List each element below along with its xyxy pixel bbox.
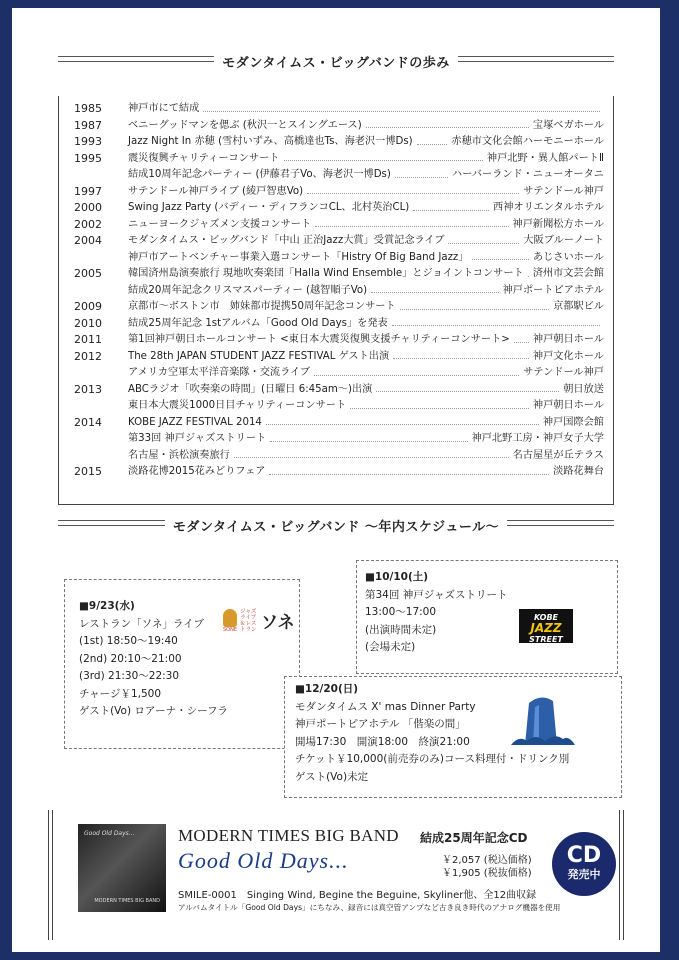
- history-frame-bottom: [58, 504, 614, 505]
- history-row: [74, 415, 604, 432]
- sone-logo-icon: [223, 609, 237, 627]
- history-row: [74, 184, 604, 201]
- sone-logo: [223, 608, 295, 633]
- history-event: 東日本大震災1000日目チャリティーコンサート: [128, 400, 347, 411]
- history-row: [74, 365, 604, 382]
- history-event: ニューヨークジャズメン支援コンサート: [128, 218, 312, 230]
- leader-dots: [393, 358, 529, 359]
- history-venue: 神戸朝日ホール: [532, 334, 604, 345]
- history-row: [74, 332, 604, 349]
- history-event: Jazz Night In 赤穂 (雪村いずみ、高橋達也Ts、海老沢一博Ds): [128, 136, 413, 147]
- leader-dots: [269, 474, 549, 475]
- history-row: [74, 283, 604, 300]
- kobe-jazz-street-logo: [519, 609, 573, 643]
- history-entry: [128, 233, 604, 250]
- history-venue: 朝日放送: [563, 383, 604, 395]
- badge-sale: 発売中: [567, 868, 601, 881]
- history-entry: [128, 299, 604, 316]
- history-year: 2004: [74, 234, 102, 247]
- history-venue: 神戸文化ホール: [532, 350, 604, 362]
- dec-line: モダンタイムス X' mas Dinner Party: [295, 700, 476, 713]
- history-event: 名古屋・浜松演奏旅行: [128, 449, 230, 461]
- history-entry: [128, 283, 604, 300]
- history-year: 2012: [74, 349, 102, 363]
- history-venue: 京都駅ビル: [553, 301, 604, 312]
- history-row: [74, 250, 604, 267]
- oct-line: (会場未定): [365, 641, 416, 653]
- leader-dots: [395, 177, 448, 178]
- history-entry: [128, 349, 604, 366]
- schedule-oct-box: [356, 560, 618, 674]
- history-entry: [128, 151, 604, 168]
- history-entry: [128, 200, 604, 217]
- history-entry: [128, 382, 604, 399]
- cd-price-notax: ￥1,905 (税抜価格): [442, 868, 532, 879]
- history-venue: 宝塚ベガホール: [532, 119, 604, 131]
- history-entry: [128, 134, 604, 151]
- leader-dots: [392, 325, 600, 326]
- leader-dots: [376, 391, 559, 392]
- sone-logo-text: ソネ: [261, 613, 295, 633]
- history-venue: 赤穂市文化会館ハーモニーホール: [451, 136, 604, 147]
- history-row: [74, 349, 604, 366]
- schedule-sept-box: [64, 579, 300, 749]
- leader-dots: [266, 424, 539, 425]
- history-entry: [128, 184, 604, 201]
- flyer-sheet: [12, 8, 660, 952]
- leader-dots: [307, 193, 519, 194]
- history-row: [74, 233, 604, 250]
- history-venue: 神戸北野・異人館パートⅡ: [486, 152, 604, 164]
- history-event: アメリカ空軍太平洋音楽隊・交流ライブ: [128, 367, 311, 378]
- cd-anniversary: 結成25周年記念CD: [420, 831, 528, 845]
- history-frame-left: [58, 96, 59, 504]
- history-row: [74, 134, 604, 151]
- history-entry: [128, 398, 604, 415]
- history-venue: 大阪ブルーノート: [523, 235, 604, 246]
- history-year: 2014: [74, 415, 102, 429]
- sept-line: (1st) 18:50～19:40: [79, 635, 178, 647]
- oct-line: (出演時間未定): [365, 623, 437, 636]
- cd-section: [48, 810, 628, 918]
- history-event: 京都市～ボストン市 姉妹都市提携50周年記念コンサート: [128, 301, 396, 312]
- history-entry: [128, 101, 604, 118]
- history-row: [74, 398, 604, 415]
- kjs-logo-mid: JAZZ: [530, 621, 562, 635]
- history-event: 神戸市にて結成: [128, 103, 200, 114]
- leader-dots: [514, 342, 529, 343]
- history-year: 1997: [74, 184, 102, 198]
- history-event: 第33回 神戸ジャズストリート: [128, 433, 267, 444]
- leader-dots: [350, 408, 529, 409]
- oct-line: 13:00～17:00: [365, 606, 437, 618]
- history-entry: [128, 332, 604, 349]
- history-event: ベニーグッドマンを偲ぶ (秋沢一とスイングエース): [128, 119, 362, 131]
- cd-price-tax: ￥2,057 (税込価格): [442, 855, 532, 866]
- sept-line: ゲスト(Vo) ロアーナ・シーフラ: [79, 705, 229, 717]
- history-event: 結成10周年記念パーティー (伊藤君子Vo、海老沢一博Ds): [128, 169, 391, 180]
- history-row: [74, 118, 604, 135]
- oct-line: 第34回 神戸ジャズストリート: [365, 588, 508, 601]
- history-venue: ハーバーランド・ニューオータニ: [451, 169, 604, 180]
- leader-dots: [448, 243, 519, 244]
- history-event: 神戸市アートベンチャー事業入選コンサート「Histry Of Big Band Jazz」: [128, 251, 469, 263]
- leader-dots: [413, 210, 489, 211]
- leader-dots: [528, 276, 529, 277]
- history-venue: 神戸北野工房・神戸女子大学: [471, 433, 604, 444]
- history-event: ABCラジオ「吹奏楽の時間」(日曜日 6:45am～)出演: [128, 383, 373, 395]
- history-venue: 神戸国際会館: [542, 416, 604, 428]
- schedule-dec-box: [284, 676, 622, 798]
- history-year: 2005: [74, 267, 102, 280]
- sept-date: ■9/23(水): [79, 600, 135, 612]
- history-event: 韓国済州島演奏旅行 現地吹奏楽団「Halla Wind Ensemble」とジョイントコンサート: [128, 268, 524, 279]
- history-event: 結成20周年記念クリスマスパーティー (越智順子Vo): [128, 284, 368, 296]
- history-year: 1985: [74, 102, 102, 115]
- leader-dots: [400, 309, 549, 310]
- history-entry: [128, 266, 604, 283]
- history-entry: [128, 217, 604, 234]
- cd-cover-image: [78, 824, 166, 912]
- history-row: [74, 316, 604, 333]
- dec-line: 神戸ポートピアホテル 「偕楽の間」: [295, 718, 466, 730]
- history-title: モダンタイムス・ビッグバンドの歩み: [12, 52, 660, 71]
- history-row: [74, 217, 604, 234]
- dec-line: ゲスト(Vo)未定: [295, 770, 369, 783]
- history-year: 1993: [74, 135, 102, 148]
- history-entry: [128, 365, 604, 382]
- sone-logo-sub: SONE: [223, 626, 238, 633]
- sept-line: チャージ￥1,500: [79, 687, 162, 700]
- history-event: 淡路花博2015花みどりフェア: [128, 466, 266, 477]
- history-event: Swing Jazz Party (バディー・ディフランコCL、北村英治CL): [128, 202, 410, 213]
- history-row: [74, 431, 604, 448]
- kjs-logo-top: KOBE: [533, 613, 559, 622]
- cd-cover-title: Good Old Days...: [84, 830, 135, 837]
- leader-dots: [284, 160, 483, 161]
- history-event: モダンタイムス・ビッグバンド「中山 正治Jazz大賞」受賞記念ライブ: [128, 235, 445, 246]
- cd-on-sale-badge: [552, 832, 616, 896]
- leader-dots: [472, 259, 528, 260]
- history-year: 2015: [74, 465, 102, 478]
- history-year: 2010: [74, 316, 102, 330]
- history-entry: [128, 316, 604, 333]
- cd-cover-band: MODERN TIMES BIG BAND: [94, 898, 160, 904]
- history-event: サテンドール神戸ライブ (綾戸智恵Vo): [128, 185, 304, 197]
- history-entry: [128, 431, 604, 448]
- history-row: [74, 151, 604, 168]
- history-venue: 神戸新聞松方ホール: [512, 218, 604, 230]
- leader-dots: [315, 226, 508, 227]
- history-event: 第1回神戸朝日ホールコンサート <東日本大震災復興支援チャリティーコンサート>: [128, 334, 510, 345]
- history-row: [74, 382, 604, 399]
- history-year: 1995: [74, 151, 102, 165]
- history-entry: [128, 464, 604, 481]
- history-venue: あじさいホール: [532, 251, 604, 263]
- badge-cd: CD: [566, 843, 602, 868]
- sept-line: (3rd) 21:30～22:30: [79, 670, 180, 682]
- history-event: 震災復興チャリティーコンサート: [128, 152, 280, 164]
- history-year: 2011: [74, 333, 102, 346]
- history-entry: [128, 250, 604, 267]
- kjs-logo-bot: STREET: [529, 635, 563, 644]
- history-year: 2013: [74, 382, 102, 396]
- sept-line: レストラン「ソネ」ライブ: [79, 617, 204, 630]
- history-list: [74, 101, 604, 481]
- history-venue: 淡路花舞台: [553, 466, 604, 477]
- oct-date: ■10/10(土): [365, 571, 429, 583]
- history-row: [74, 167, 604, 184]
- leader-dots: [203, 111, 600, 112]
- sone-logo-small: ジャズライブ＆レストラン: [240, 608, 257, 633]
- history-venue: 済州市文芸会館: [532, 268, 604, 279]
- history-venue: 神戸朝日ホール: [532, 400, 604, 411]
- leader-dots: [234, 457, 509, 458]
- history-year: 2002: [74, 217, 102, 231]
- history-event: KOBE JAZZ FESTIVAL 2014: [128, 416, 262, 428]
- history-year: 2009: [74, 300, 102, 313]
- schedule-title: モダンタイムス・ビッグバンド ～年内スケジュール～: [12, 516, 660, 535]
- dec-line: チケット￥10,000(前売券のみ)コース料理付・ドリンク別: [295, 753, 570, 765]
- history-year: 2000: [74, 201, 102, 214]
- history-row: [74, 299, 604, 316]
- history-row: [74, 464, 604, 481]
- history-venue: 西神オリエンタルホテル: [493, 202, 604, 213]
- history-venue: サテンドール神戸: [523, 185, 604, 197]
- cd-album-title: Good Old Days...: [178, 848, 349, 873]
- dec-date: ■12/20(日): [295, 683, 359, 695]
- history-event: The 28th JAPAN STUDENT JAZZ FESTIVAL ゲスト出演: [128, 350, 390, 362]
- hotel-building-icon: [511, 691, 575, 749]
- history-entry: [128, 415, 604, 432]
- leader-dots: [366, 127, 529, 128]
- history-row: [74, 200, 604, 217]
- cd-band-name: MODERN TIMES BIG BAND: [178, 826, 399, 845]
- history-event: 結成25周年記念 1stアルバム「Good Old Days」を発表: [128, 317, 388, 329]
- history-entry: [128, 448, 604, 465]
- history-row: [74, 266, 604, 283]
- history-year: 1987: [74, 118, 102, 132]
- history-venue: サテンドール神戸: [523, 367, 604, 378]
- leader-dots: [270, 441, 467, 442]
- leader-dots: [314, 375, 519, 376]
- leader-dots: [371, 292, 499, 293]
- history-row: [74, 448, 604, 465]
- cd-note: アルバムタイトル「Good Old Days」にちなみ、録音には真空管アンプなど古き良き時代のアナログ機器を使用: [178, 903, 561, 912]
- history-venue: 神戸ポートピアホテル: [502, 284, 604, 296]
- history-row: [74, 101, 604, 118]
- history-venue: 名古屋星が丘テラス: [512, 449, 604, 461]
- history-entry: [128, 167, 604, 184]
- history-entry: [128, 118, 604, 135]
- cd-prices: [442, 854, 532, 880]
- cd-tracks: SMILE-0001 Singing Wind, Begine the Beguine, Skyliner他、全12曲収録: [178, 890, 537, 901]
- history-frame-right: [613, 96, 614, 504]
- leader-dots: [417, 144, 448, 145]
- dec-line: 開場17:30 開演18:00 終演21:00: [295, 735, 470, 748]
- sept-line: (2nd) 20:10～21:00: [79, 652, 182, 665]
